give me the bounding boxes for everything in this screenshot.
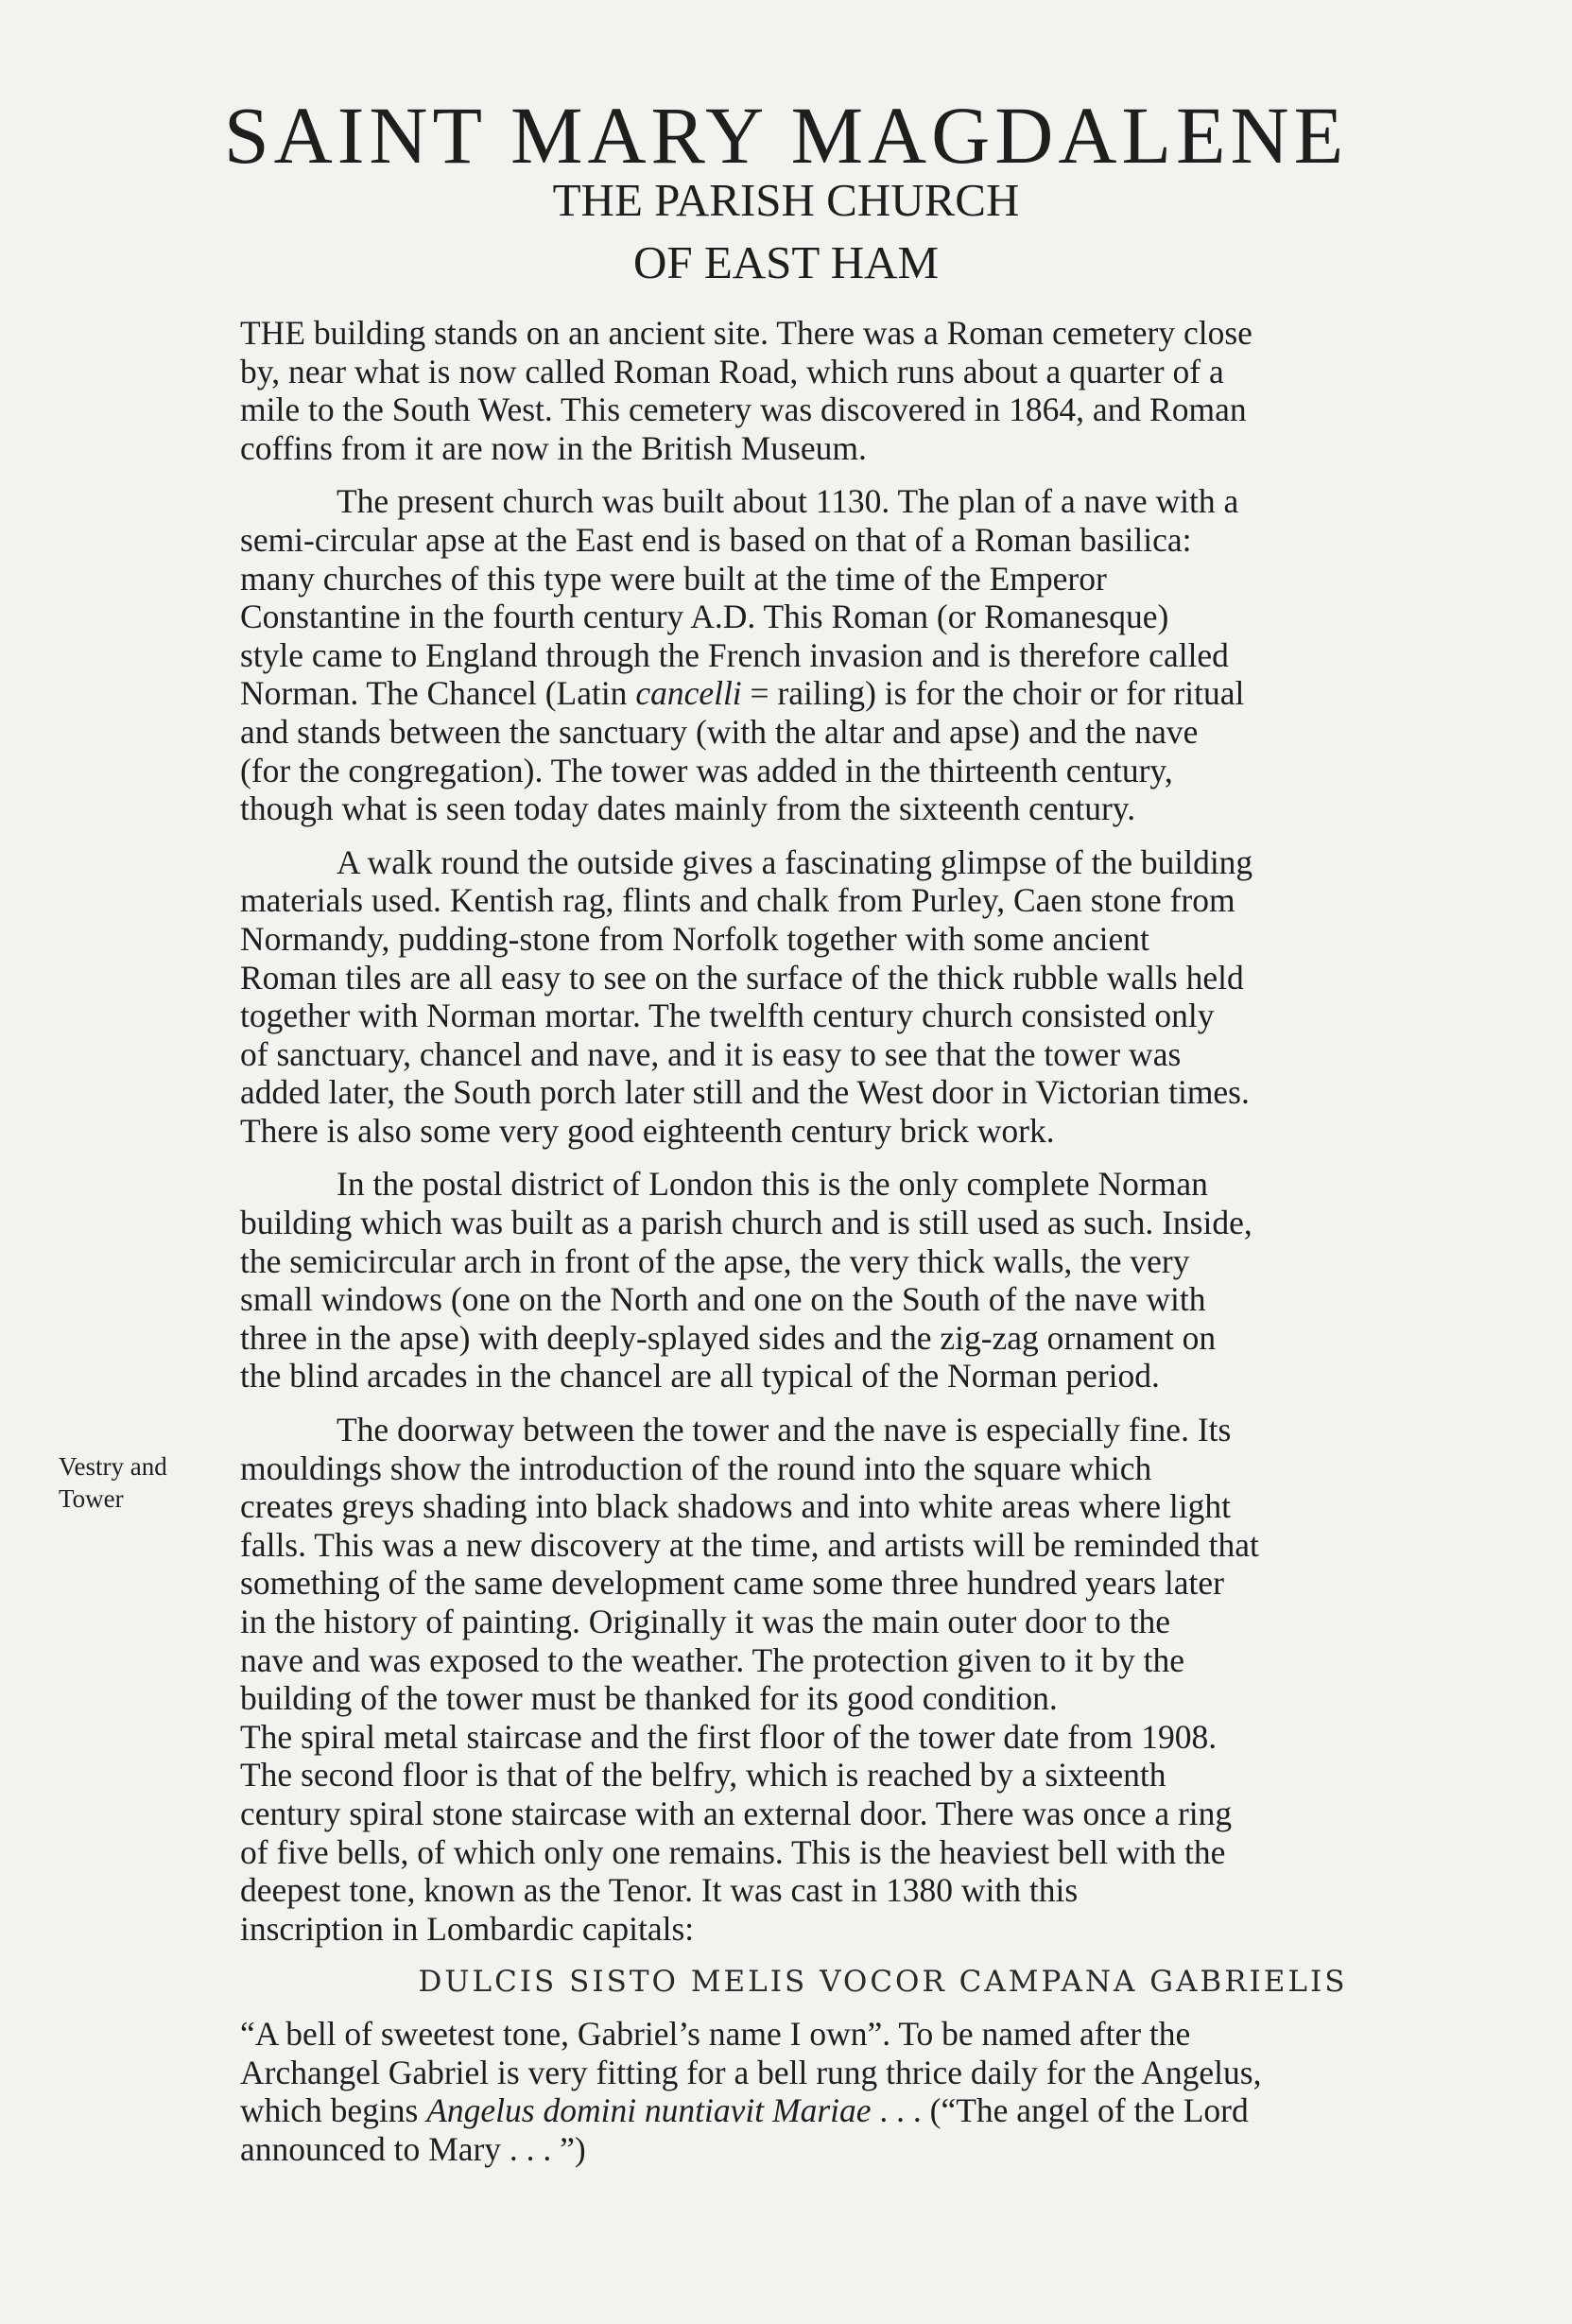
text-fragment: = railing) is for the choir or for ritual	[741, 674, 1245, 713]
text-line: in the history of painting. Originally it was the main outer door to the	[240, 1603, 1170, 1640]
text-line: style came to England through the French invasion and is therefore called	[240, 635, 1229, 674]
text-line: Roman tiles are all easy to see on the surface of the thick rubble walls held	[240, 958, 1244, 997]
text-line: Constantine in the fourth century A.D. This Roman (or Romanesque)	[240, 598, 1169, 636]
text-line: The second floor is that of the belfry, which is reached by a sixteenth	[240, 1756, 1166, 1795]
text-line: falls. This was a new discovery at the time, and artists will be reminded that	[240, 1525, 1259, 1564]
text-line: Normandy, pudding-stone from Norfolk together with some ancient	[240, 919, 1149, 958]
paragraph-vestry-tower	[240, 1411, 1431, 1948]
text-line: The spiral metal staircase and the first floor of the tower date from 1908.	[240, 1717, 1218, 1756]
text-line: many churches of this type were built at the time of the Emperor	[240, 559, 1107, 598]
text-line: of five bells, of which only one remains. This is the heaviest bell with the	[240, 1832, 1226, 1871]
text-line: materials used. Kentish rag, flints and chalk from Purley, Caen stone from	[240, 881, 1235, 920]
text-line: century spiral stone staircase with an external door. There was once a ring	[240, 1794, 1233, 1832]
bell-inscription: DULCIS SISTO MELIS VOCOR CAMPANA GABRIELIS	[418, 1965, 1348, 2000]
text-line: inscription in Lombardic capitals:	[240, 1909, 695, 1948]
text-line: semi-circular apse at the East end is based on that of a Roman basilica:	[240, 520, 1192, 559]
text-line: by, near what is now called Roman Road, which runs about a quarter of a	[240, 352, 1224, 390]
body-text	[240, 314, 1431, 2183]
margin-note-line: Tower	[59, 1484, 124, 1513]
paragraph-history	[240, 482, 1431, 827]
latin-term: cancelli	[635, 674, 742, 713]
margin-note	[59, 1450, 167, 1515]
text-line: creates greys shading into black shadows and into white areas where light	[240, 1487, 1231, 1526]
text-line: of sanctuary, chancel and nave, and it is easy to see that the tower was	[240, 1034, 1182, 1073]
text-line: something of the same development came some three hundred years later	[240, 1564, 1224, 1603]
text-line: Archangel Gabriel is very fitting for a bell rung thrice daily for the Angelus,	[240, 2053, 1262, 2091]
text-line: In the postal district of London this is the only complete Norman	[337, 1165, 1208, 1204]
text-fragment: which begins	[240, 2091, 427, 2130]
text-line: three in the apse) with deeply-splayed sides and the zig-zag ornament on	[240, 1318, 1217, 1357]
text-fragment: . . . (“The angel of the Lord	[871, 2091, 1249, 2130]
text-line: The doorway between the tower and the nave is especially fine. Its	[337, 1411, 1232, 1449]
text-line: nave and was exposed to the weather. The protection given to it by the	[240, 1640, 1184, 1679]
page-title: SAINT MARY MAGDALENE	[223, 90, 1349, 181]
text-line: and stands between the sanctuary (with the altar and apse) and the nave	[240, 712, 1199, 751]
text-line: together with Norman mortar. The twelfth century church consisted only	[240, 997, 1215, 1035]
text-line: small windows (one on the North and one on the South of the nave with	[240, 1280, 1206, 1319]
text-line: the blind arcades in the chancel are all typical of the Norman period.	[240, 1357, 1160, 1396]
text-line: though what is seen today dates mainly from the sixteenth century.	[240, 789, 1136, 828]
text-line: deepest tone, known as the Tenor. It was cast in 1380 with this	[240, 1871, 1079, 1910]
page-subtitle-line2: OF EAST HAM	[632, 236, 940, 288]
text-line: coffins from it are now in the British Museum.	[240, 428, 867, 467]
text-line: building which was built as a parish church and is still used as such. Inside,	[240, 1204, 1252, 1242]
text-line: “A bell of sweetest tone, Gabriel’s name I own”. To be named after the	[240, 2014, 1191, 2053]
page-subtitle-line1: THE PARISH CHURCH	[552, 174, 1020, 226]
text-line: added later, the South porch later still and the West door in Victorian times.	[240, 1073, 1250, 1112]
text-line: mile to the South West. This cemetery was discovered in 1864, and Roman	[240, 390, 1247, 429]
paragraph-norman	[240, 1165, 1431, 1396]
text-line	[240, 674, 1431, 713]
text-line	[240, 2091, 1431, 2130]
text-line: (for the congregation). The tower was added in the thirteenth century,	[240, 751, 1173, 789]
text-line: THE building stands on an ancient site. There was a Roman cemetery close	[240, 314, 1252, 352]
text-line: building of the tower must be thanked for its good condition.	[240, 1679, 1058, 1718]
paragraph-materials	[240, 843, 1431, 1151]
text-line: The present church was built about 1130. The plan of a nave with a	[337, 482, 1239, 521]
paragraph-angelus	[240, 2015, 1431, 2168]
text-fragment: Norman. The Chancel (Latin	[240, 674, 636, 713]
latin-quote: Angelus domini nuntiavit Mariae	[426, 2091, 872, 2130]
text-line: There is also some very good eighteenth century brick work.	[240, 1111, 1055, 1150]
paragraph-site	[240, 314, 1431, 467]
text-line: A walk round the outside gives a fascinating glimpse of the building	[337, 842, 1253, 881]
text-line: the semicircular arch in front of the apse, the very thick walls, the very	[240, 1241, 1190, 1280]
text-line: announced to Mary . . . ”)	[240, 2129, 586, 2168]
text-line: mouldings show the introduction of the round into the square which	[240, 1448, 1152, 1487]
margin-note-line: Vestry and	[59, 1452, 167, 1481]
